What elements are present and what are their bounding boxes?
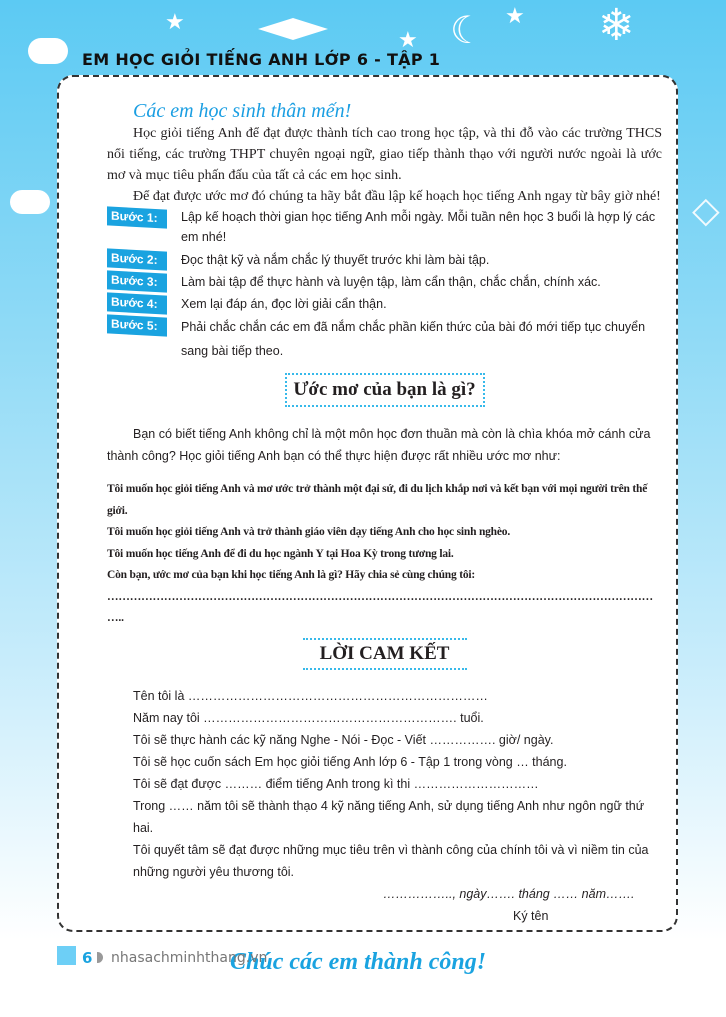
form-line-duration[interactable]: Tôi sẽ học cuốn sách Em học giỏi tiếng Anh lớp 6 - Tập 1 trong vòng … tháng.: [133, 754, 567, 769]
moon-icon: ☾: [450, 8, 485, 52]
form-line-resolve-2: những người yêu thương tôi.: [133, 864, 295, 879]
closing-message: Chúc các em thành công!: [230, 948, 487, 975]
dream-answer-blank[interactable]: … … … … … … … … … … … … … … … … … … … … … … … … … … … … … … … … … … … … … … … … … … … … … … … … … . .: [107, 590, 652, 624]
step-text-2: Đọc thật kỹ và nắm chắc lý thuyết trước khi làm bài tập.: [181, 253, 490, 267]
dream-example-1: Tôi muốn học giỏi tiếng Anh và mơ ước trở thành một đại sứ, đi du lịch khắp nơi và kết bạn với mọi người trên thế giới.: [107, 483, 648, 517]
star-icon: ★: [505, 4, 525, 29]
step-badge-3: Bước 3:: [107, 270, 167, 292]
website-link[interactable]: nhasachminhthang.vn: [111, 950, 268, 966]
dream-prompt: Còn bạn, ước mơ của bạn khi học tiếng Anh là gì? Hãy chia sẻ cùng chúng tôi:: [107, 569, 476, 581]
half-circle-icon: [97, 952, 103, 963]
step-1: [107, 207, 662, 247]
page-marker: [57, 946, 76, 965]
signature-label: Ký tên: [513, 908, 549, 923]
intro-paragraph-2: Để đạt được ước mơ đó chúng ta hãy bắt đầu lập kế hoạch học tiếng Anh ngay từ bây giờ nhé!: [133, 189, 661, 204]
step-text-4: Xem lại đáp án, đọc lời giải cẩn thận.: [181, 297, 387, 311]
snowflake-icon: ❄: [598, 0, 635, 51]
form-line-years[interactable]: Trong …… năm tôi sẽ thành thạo 4 kỹ năng tiếng Anh, sử dụng tiếng Anh như ngôn ngữ thứ hai.: [133, 798, 645, 835]
step-2: [107, 249, 662, 271]
cloud-icon: [28, 38, 68, 64]
diamond-icon: ◇: [692, 190, 720, 231]
step-4: [107, 293, 662, 315]
step-text-3: Làm bài tập để thực hành và luyện tập, làm cẩn thận, chắc chắn, chính xác.: [181, 275, 601, 289]
step-badge-4: Bước 4:: [107, 292, 167, 314]
form-line-resolve: Tôi quyết tâm sẽ đạt được những mục tiêu trên vì thành công của chính tôi và vì niềm tin của: [133, 842, 649, 857]
step-text-5: Phải chắc chắn các em đã nắm chắc phần kiến thức của bài đó mới tiếp tục chuyển sang bài tiếp theo.: [181, 320, 646, 358]
commitment-heading: LỜI CAM KẾT: [303, 638, 467, 670]
greeting: Các em học sinh thân mến!: [133, 100, 352, 122]
dream-paragraph: Bạn có biết tiếng Anh không chỉ là một môn học đơn thuần mà còn là chìa khóa mở cánh cửa thành công? Học giỏi tiếng Anh bạn có thể thực hiện được rất nhiều ước mơ như:: [107, 427, 651, 463]
star-icon: ★: [398, 28, 418, 53]
step-3: [107, 271, 662, 293]
step-text-1: Lập kế hoạch thời gian học tiếng Anh mỗi ngày. Mỗi tuần nên học 3 buổi là hợp lý các em nhé!: [181, 210, 656, 244]
form-line-score[interactable]: Tôi sẽ đạt được ……… điểm tiếng Anh trong kì thi …………………………: [133, 776, 539, 791]
intro-paragraph: Học giỏi tiếng Anh để đạt được thành tích cao trong học tập, và thi đỗ vào các trường THCS nổi tiếng, các trường THPT chuyên ngoại ngữ, giao tiếp thành thạo với người nước ngoài là ước mơ và mục tiêu phấn đấu của tất cả các em học sinh.: [107, 126, 662, 183]
cloud-icon: [10, 190, 50, 214]
form-line-name[interactable]: Tên tôi là ………………………………………………………………: [133, 688, 488, 703]
star-icon: ★: [165, 10, 185, 35]
book-title: EM HỌC GIỎI TIẾNG ANH LỚP 6 - TẬP 1: [82, 50, 441, 69]
dream-example-3: Tôi muốn học tiếng Anh để đi du học ngành Y tại Hoa Kỳ trong tương lai.: [107, 547, 454, 560]
step-5: [107, 315, 662, 363]
dream-example-2: Tôi muốn học giỏi tiếng Anh và trở thành giáo viên dạy tiếng Anh cho học sinh nghèo.: [107, 526, 511, 538]
dream-heading: Ước mơ của bạn là gì?: [285, 373, 485, 407]
step-badge-1: Bước 1:: [107, 206, 167, 228]
page-number: 6: [82, 949, 93, 967]
step-badge-5: Bước 5:: [107, 314, 167, 336]
form-line-practice[interactable]: Tôi sẽ thực hành các kỹ năng Nghe - Nói - Đọc - Viết ……………. giờ/ ngày.: [133, 732, 554, 747]
form-line-age[interactable]: Năm nay tôi ……………………………………………………. tuổi.: [133, 710, 484, 725]
date-line[interactable]: …………….., ngày……. tháng …… năm…….: [383, 886, 635, 901]
step-badge-2: Bước 2:: [107, 248, 167, 270]
page-content: [107, 99, 662, 977]
